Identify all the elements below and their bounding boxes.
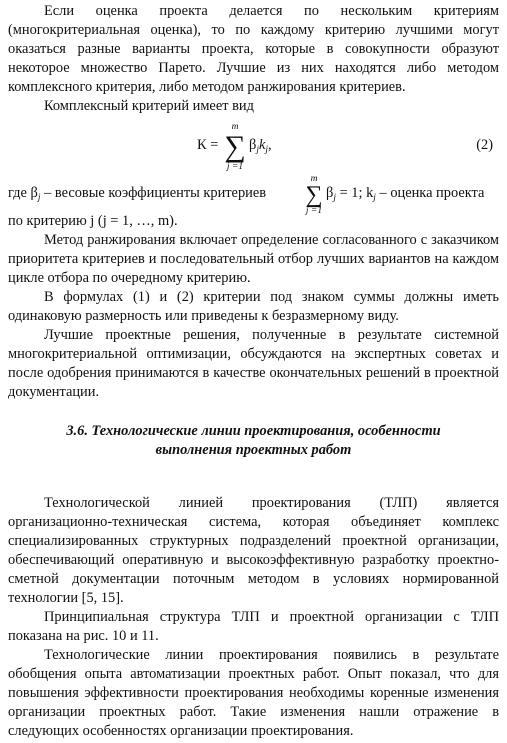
formula-number: (2) bbox=[476, 137, 493, 153]
constraint-k-sub: j bbox=[373, 193, 376, 203]
sigma-glyph: ∑ bbox=[224, 130, 246, 163]
formula-comma: , bbox=[268, 137, 272, 153]
k-subscript: j bbox=[265, 145, 268, 155]
explanation-text2: – оценка проекта bbox=[375, 185, 485, 201]
formula-lhs: К = bbox=[197, 137, 219, 153]
sum-lower-limit: j =1 bbox=[226, 162, 244, 172]
explanation-beta-sub: j bbox=[37, 193, 41, 203]
section-heading-line2: выполнения проектных работ bbox=[155, 442, 352, 458]
explanation-line2: по критерию j (j = 1, …, m). bbox=[8, 213, 178, 229]
paragraph-dimension: В формулах (1) и (2) критерии под знаком суммы должны иметь одинаковую размерность или приведены к безразмерному виду. bbox=[8, 289, 499, 324]
paragraph-multicriteria: Если оценка проекта делается по нескольким критериям (многокритериальная оценка), то по каждому критерию лучшими могут оказаться разные варианты проекта, которые в совокупности образуют некоторое множество Парето. Лучшие из них находятся либо методом комплексного критерия, либо методом ранжирования критериев. bbox=[8, 3, 499, 95]
section-heading-line1: 3.6. Технологические линии проектирования, особенности bbox=[66, 423, 441, 439]
section-heading bbox=[8, 422, 499, 460]
formula-explanation bbox=[8, 174, 499, 216]
explanation-constraint bbox=[326, 184, 484, 203]
sum-upper-limit: m bbox=[231, 122, 239, 132]
explanation-prefix: где β bbox=[8, 185, 38, 201]
paragraph-best-solutions: Лучшие проектные решения, полученные в результате системной многокритериальной оптимизации, обсуждаются на экспертных советах и после одобрения принимаются в качестве окончательных решений в проектной документации. bbox=[8, 327, 499, 400]
constraint-beta: β bbox=[326, 185, 334, 201]
paragraph-complex-criterion-intro: Комплексный критерий имеет вид bbox=[44, 98, 254, 114]
k-symbol: k bbox=[258, 137, 266, 153]
paragraph-ranking-method: Метод ранжирования включает определение согласованного с заказчиком приоритета критериев и последовательный отбор лучших вариантов на каждом цикле отбора по очередному критерию. bbox=[8, 232, 499, 286]
formula-body bbox=[249, 136, 272, 155]
formula-2 bbox=[8, 118, 499, 174]
summation-symbol bbox=[224, 122, 246, 172]
paragraph-tlp-definition: Технологической линией проектирования (ТЛП) является организационно-техническая система, которая объединяет комплекс специализированных структурных подразделений проектной организации, обеспечивающий оперативную и высокоэффективную разработку проектно-сметной документации поточным методом в условиях нормированной технологии [5, 15]. bbox=[8, 495, 499, 606]
heading-spacer bbox=[8, 460, 499, 494]
constraint-summation bbox=[304, 174, 324, 216]
constraint-lower-limit: j =1 bbox=[305, 206, 323, 216]
paragraph-tlp-origin: Технологические линии проектирования появились в результате обобщения опыта автоматизации проектных работ. Опыт показал, что для повышения эффективности проектирования необходимы коренные изменения организации проектных работ. Такие изменения нашли отражение в следующих особенностях организации проектирования. bbox=[8, 647, 499, 739]
constraint-beta-sub: j bbox=[333, 193, 336, 203]
paragraph-tlp-structure: Принципиальная структура ТЛП и проектной организации с ТЛП показана на рис. 10 и 11. bbox=[8, 609, 499, 644]
explanation-weights bbox=[8, 184, 266, 203]
explanation-text1: – весовые коэффициенты критериев bbox=[40, 185, 267, 201]
beta-symbol: β bbox=[249, 137, 257, 153]
constraint-upper-limit: m bbox=[310, 174, 318, 184]
beta-subscript: j bbox=[256, 145, 259, 155]
constraint-sigma: ∑ bbox=[305, 182, 323, 208]
constraint-equals: = 1; k bbox=[335, 185, 374, 201]
